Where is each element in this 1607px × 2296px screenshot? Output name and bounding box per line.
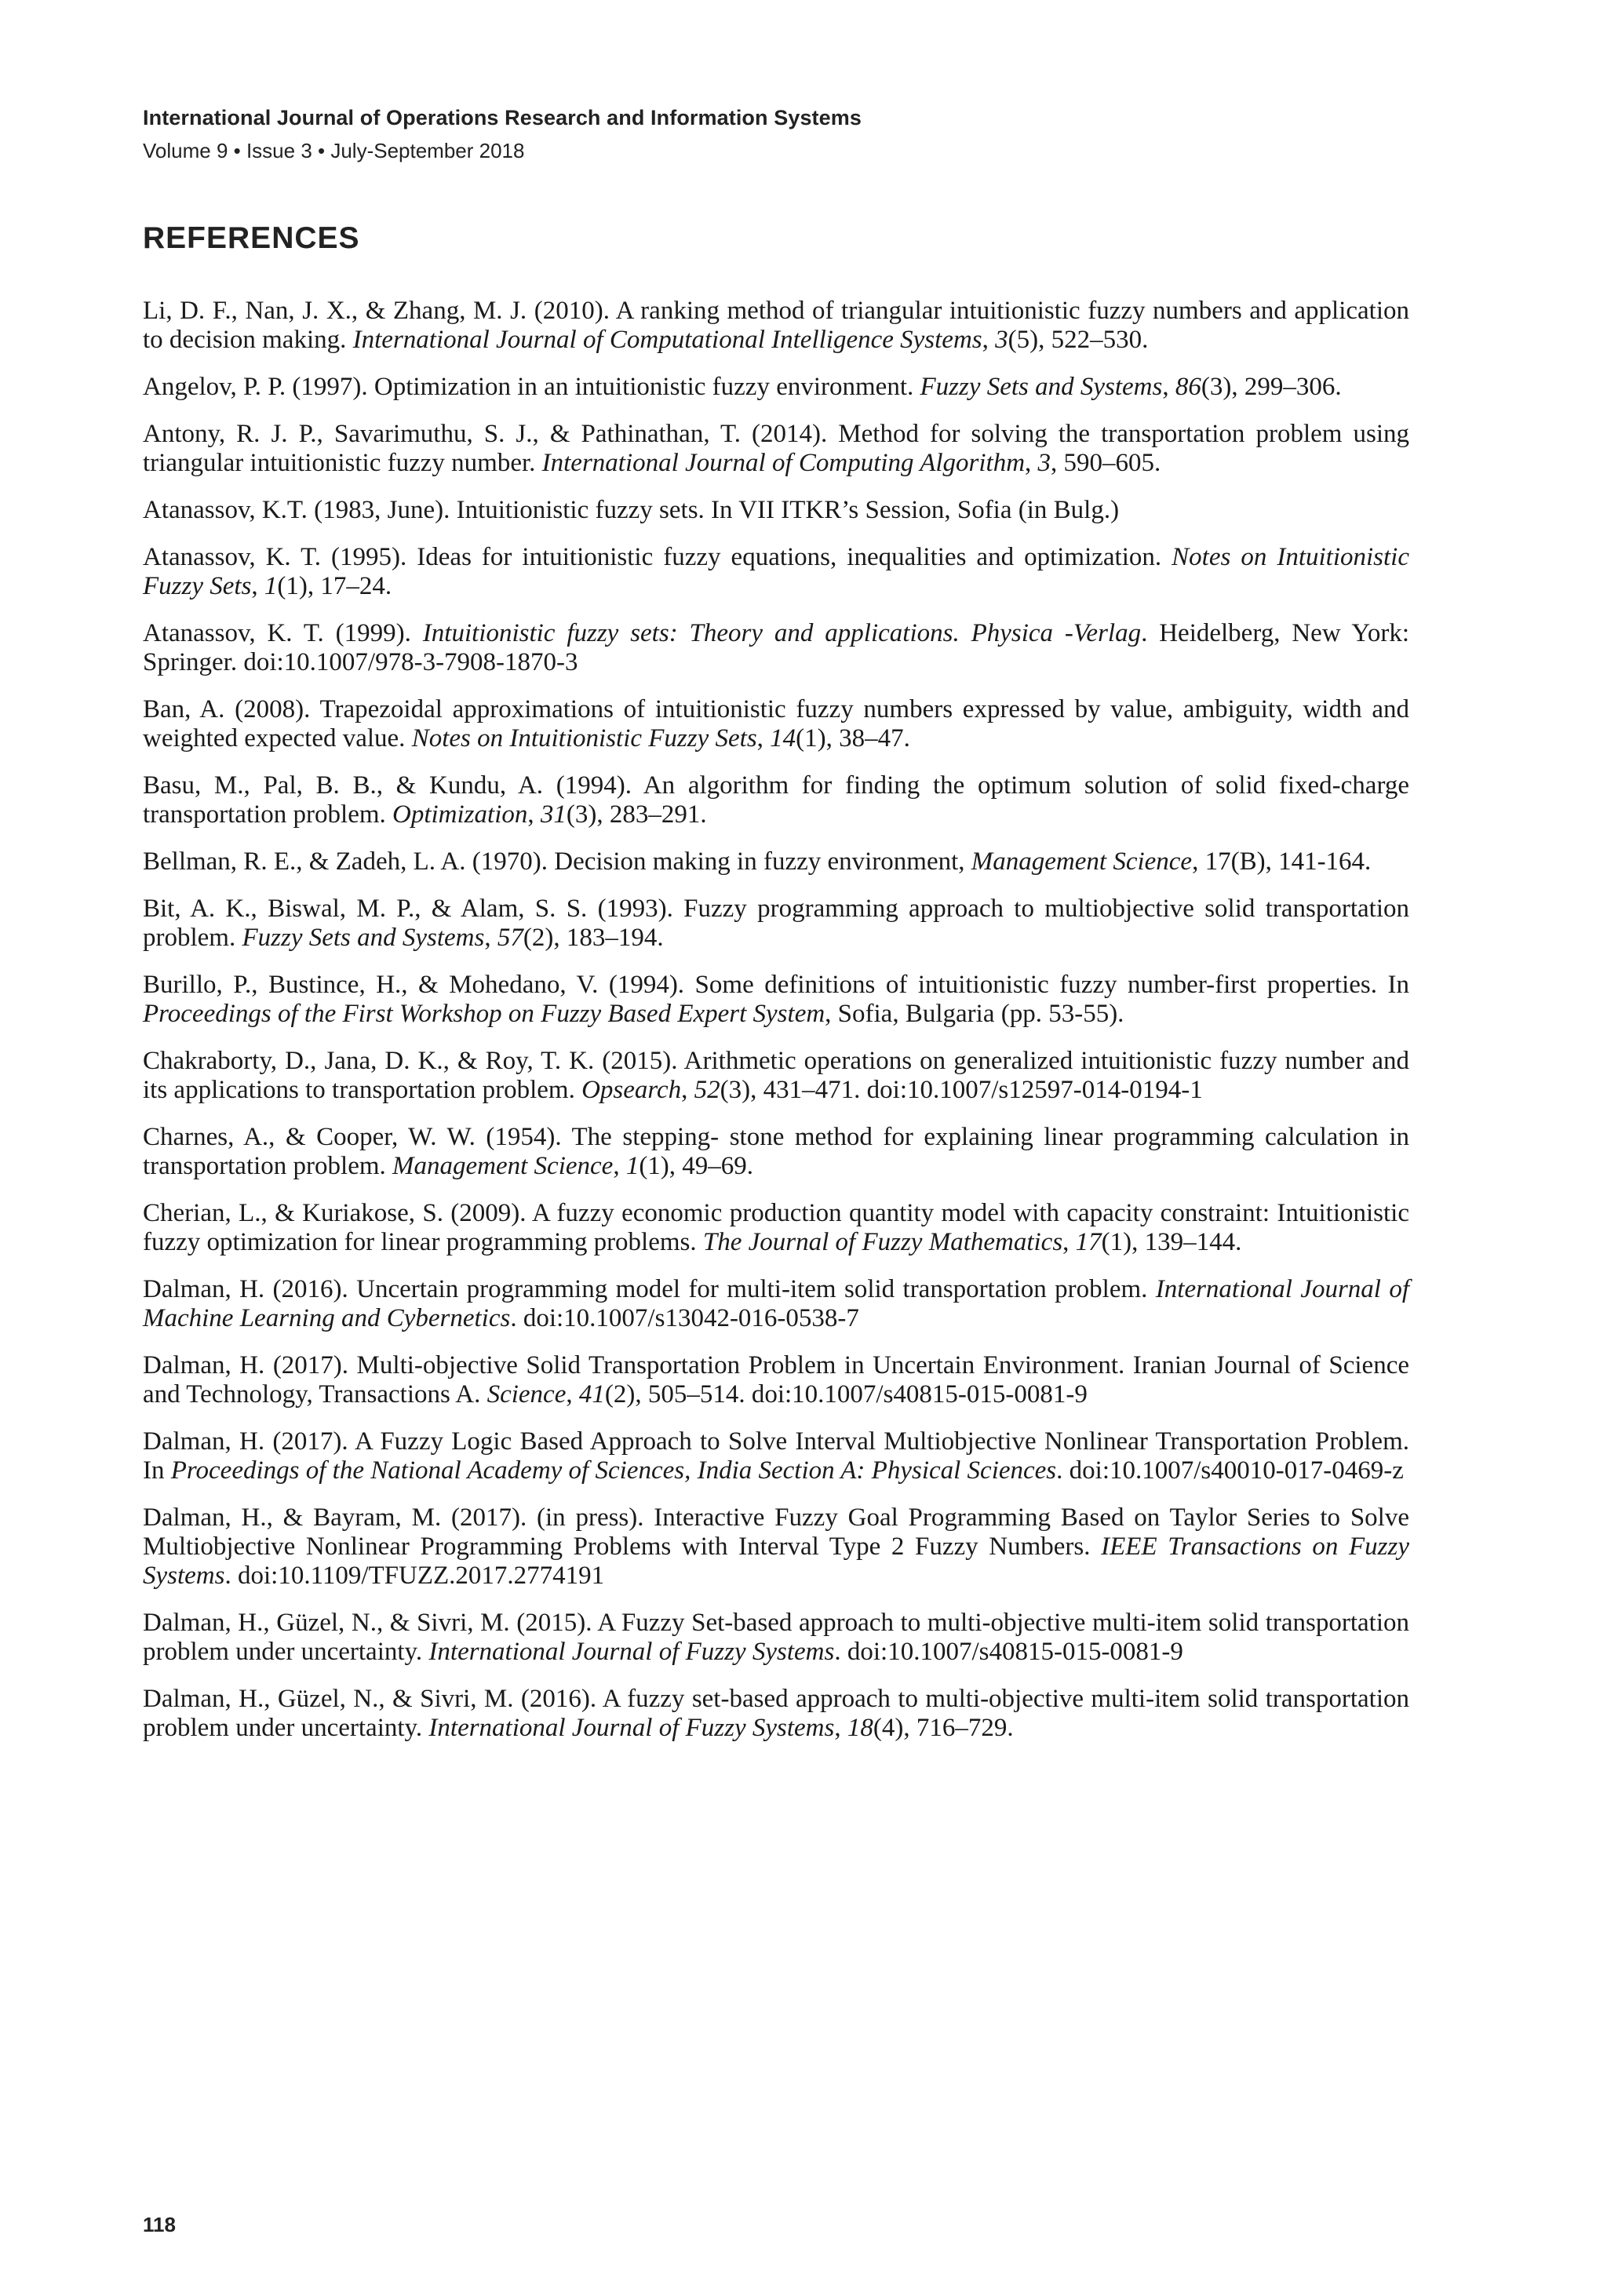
reference-text-part: . doi:10.1007/s40815-015-0081-9 (834, 1638, 1183, 1666)
reference-text-part: (3), 431–471. doi:10.1007/s12597-014-0194-1 (720, 1076, 1203, 1104)
reference-text-part: Atanassov, K. T. (1995). Ideas for intuitionistic fuzzy equations, inequalities and optimization. (143, 543, 1172, 571)
reference-text-part: Dalman, H. (2017). A Fuzzy Logic Based Approach to Solve Interval Multiobjective Nonlinear Transportation Problem. In (143, 1427, 1409, 1485)
reference-text-part: Atanassov, K.T. (1983, June). Intuitionistic fuzzy sets. In VII ITKR’s Session, Sofia (in Bulg.) (143, 496, 1120, 524)
reference-italic-part: IEEE Transactions on Fuzzy Systems (143, 1532, 1409, 1590)
reference-entry (143, 695, 1409, 753)
reference-text-part: Atanassov, K. T. (1999). (143, 619, 423, 647)
reference-italic-part: 86 (1175, 373, 1201, 401)
reference-italic-part: 3 (1037, 449, 1051, 477)
reference-text-part: , (527, 800, 541, 829)
reference-italic-part: 1 (625, 1152, 640, 1180)
reference-italic-part: Opsearch (581, 1076, 682, 1104)
reference-italic-part: 18 (847, 1714, 873, 1742)
reference-text-part: Cherian, L., & Kuriakose, S. (2009). A fuzzy economic production quantity model with capacity constraint: Intuitionistic fuzzy optimization for linear programming problems. (143, 1199, 1409, 1256)
reference-text-part: Chakraborty, D., Jana, D. K., & Roy, T. K. (2015). Arithmetic operations on generalized intuitionistic fuzzy number and its applications to transportation problem. (143, 1047, 1409, 1104)
reference-entry (143, 1503, 1409, 1591)
reference-text-part: , (1062, 1228, 1076, 1256)
reference-text-part: Antony, R. J. P., Savarimuthu, S. J., & Pathinathan, T. (2014). Method for solving the transportation problem using triangular intuitionistic fuzzy number. (143, 420, 1409, 477)
reference-text-part: , (566, 1380, 579, 1409)
reference-text-part: , (756, 724, 771, 753)
reference-entry (143, 420, 1409, 478)
reference-entry (143, 1351, 1409, 1409)
reference-entry (143, 1609, 1409, 1667)
reference-text-part: Bit, A. K., Biswal, M. P., & Alam, S. S. (1993). Fuzzy programming approach to multiobjective solid transportation problem. (143, 895, 1409, 952)
reference-text-part: . doi:10.1007/s13042-016-0538-7 (510, 1304, 859, 1332)
reference-entry (143, 297, 1409, 355)
reference-entry (143, 373, 1409, 402)
reference-text-part: Angelov, P. P. (1997). Optimization in an intuitionistic fuzzy environment. (143, 373, 920, 401)
reference-text-part: Basu, M., Pal, B. B., & Kundu, A. (1994). An algorithm for finding the optimum solution of solid fixed-charge transportation problem. (143, 771, 1409, 829)
reference-text-part: (2), 183–194. (523, 924, 664, 952)
reference-italic-part: 31 (540, 800, 567, 829)
reference-text-part: (5), 522–530. (1008, 326, 1149, 354)
reference-text-part: , (613, 1152, 626, 1180)
reference-italic-part: 14 (770, 724, 796, 753)
reference-text-part: , (681, 1076, 694, 1104)
reference-italic-part: Optimization (392, 800, 528, 829)
reference-italic-part: Notes on Intuitionistic Fuzzy Sets (411, 724, 757, 753)
reference-text-part: , (982, 326, 996, 354)
reference-text-part: (1), 139–144. (1101, 1228, 1242, 1256)
reference-italic-part: Proceedings of the National Academy of Sciences, India Section A: Physical Sciences (170, 1456, 1057, 1485)
reference-text-part: Dalman, H. (2017). Multi-objective Solid Transportation Problem in Uncertain Environment. Iranian Journal of Science and Technology, Transactions A. (143, 1351, 1409, 1409)
reference-text-part: Li, D. F., Nan, J. X., & Zhang, M. J. (2010). A ranking method of triangular intuitionistic fuzzy numbers and application to decision making. (143, 297, 1409, 354)
reference-italic-part: Management Science (392, 1152, 614, 1180)
reference-text-part: Ban, A. (2008). Trapezoidal approximations of intuitionistic fuzzy numbers expressed by value, ambiguity, width and weighted expected value. (143, 695, 1409, 753)
reference-text-part: , (1162, 373, 1175, 401)
reference-italic-part: Notes on Intuitionistic Fuzzy Sets (143, 543, 1409, 600)
reference-text-part: . doi:10.1109/TFUZZ.2017.2774191 (224, 1562, 605, 1590)
reference-italic-part: Fuzzy Sets and Systems (920, 373, 1163, 401)
reference-text-part: , 17(B), 141-164. (1192, 847, 1372, 876)
reference-entry (143, 895, 1409, 953)
reference-entry (143, 543, 1409, 601)
reference-entry (143, 1275, 1409, 1333)
reference-italic-part: 41 (578, 1380, 605, 1409)
reference-text-part: (3), 299–306. (1201, 373, 1342, 401)
reference-text-part: , Sofia, Bulgaria (pp. 53-55). (825, 1000, 1124, 1028)
reference-text-part: . doi:10.1007/s40010-017-0469-z (1056, 1456, 1404, 1485)
reference-list (143, 297, 1409, 1761)
reference-text-part: . Heidelberg, New York: Springer. doi:10.1007/978-3-7908-1870-3 (143, 619, 1409, 676)
reference-entry (143, 1123, 1409, 1181)
reference-text-part: Dalman, H., Güzel, N., & Sivri, M. (2016). A fuzzy set-based approach to multi-objective multi-item solid transportation problem under uncertainty. (143, 1685, 1409, 1742)
section-heading: REFERENCES (143, 221, 360, 255)
reference-italic-part: Science (486, 1380, 567, 1409)
reference-italic-part: International Journal of Computing Algorithm (541, 449, 1026, 477)
reference-entry (143, 971, 1409, 1029)
reference-entry (143, 1427, 1409, 1485)
page-number: 118 (143, 2213, 176, 2236)
reference-entry (143, 1199, 1409, 1257)
reference-text-part: , (834, 1714, 847, 1742)
reference-italic-part: 3 (995, 326, 1008, 354)
reference-entry (143, 619, 1409, 677)
journal-issue: Volume 9 • Issue 3 • July-September 2018 (143, 139, 525, 162)
reference-italic-part: International Journal of Fuzzy Systems (428, 1714, 835, 1742)
reference-italic-part: 17 (1075, 1228, 1102, 1256)
reference-text-part: (1), 38–47. (796, 724, 910, 753)
reference-text-part: Charnes, A., & Cooper, W. W. (1954). The stepping- stone method for explaining linear programming calculation in transportation problem. (143, 1123, 1409, 1180)
reference-italic-part: 52 (694, 1076, 720, 1104)
reference-text-part: Dalman, H. (2016). Uncertain programming model for multi-item solid transportation problem. (143, 1275, 1156, 1303)
reference-text-part: (3), 283–291. (566, 800, 707, 829)
reference-text-part: , 590–605. (1051, 449, 1161, 477)
reference-italic-part: Management Science (971, 847, 1193, 876)
journal-title: International Journal of Operations Research and Information Systems (143, 106, 862, 129)
reference-text-part: Burillo, P., Bustince, H., & Mohedano, V. (1994). Some definitions of intuitionistic fuzzy number-first properties. In (143, 971, 1409, 999)
reference-entry (143, 1685, 1409, 1743)
reference-text-part: , (484, 924, 497, 952)
reference-italic-part: International Journal of Fuzzy Systems (428, 1638, 835, 1666)
reference-italic-part: 1 (264, 572, 278, 600)
reference-entry (143, 847, 1409, 876)
reference-italic-part: 57 (497, 924, 523, 952)
reference-text-part: (2), 505–514. doi:10.1007/s40815-015-0081-9 (604, 1380, 1088, 1409)
reference-text-part: , (251, 572, 264, 600)
reference-text-part: (1), 17–24. (277, 572, 392, 600)
reference-text-part: Dalman, H., & Bayram, M. (2017). (in press). Interactive Fuzzy Goal Programming Based on Taylor Series to Solve Multiobjective Nonlinear Programming Problems with Interval Type 2 Fuzzy Numbers. (143, 1503, 1409, 1561)
reference-italic-part: Proceedings of the First Workshop on Fuzzy Based Expert System (143, 1000, 825, 1028)
reference-text-part: , (1025, 449, 1038, 477)
reference-entry (143, 1047, 1409, 1105)
reference-italic-part: The Journal of Fuzzy Mathematics (702, 1228, 1063, 1256)
reference-italic-part: International Journal of Machine Learning and Cybernetics (143, 1275, 1409, 1332)
reference-text-part: Dalman, H., Güzel, N., & Sivri, M. (2015). A Fuzzy Set-based approach to multi-objective multi-item solid transportation problem under uncertainty. (143, 1609, 1409, 1666)
reference-text-part: (4), 716–729. (873, 1714, 1014, 1742)
reference-italic-part: Fuzzy Sets and Systems (242, 924, 485, 952)
reference-italic-part: International Journal of Computational Intelligence Systems (352, 326, 982, 354)
reference-italic-part: Intuitionistic fuzzy sets: Theory and applications. Physica -Verlag (422, 619, 1142, 647)
reference-text-part: (1), 49–69. (639, 1152, 754, 1180)
reference-entry (143, 496, 1409, 525)
reference-entry (143, 771, 1409, 829)
reference-text-part: Bellman, R. E., & Zadeh, L. A. (1970). Decision making in fuzzy environment, (143, 847, 971, 876)
